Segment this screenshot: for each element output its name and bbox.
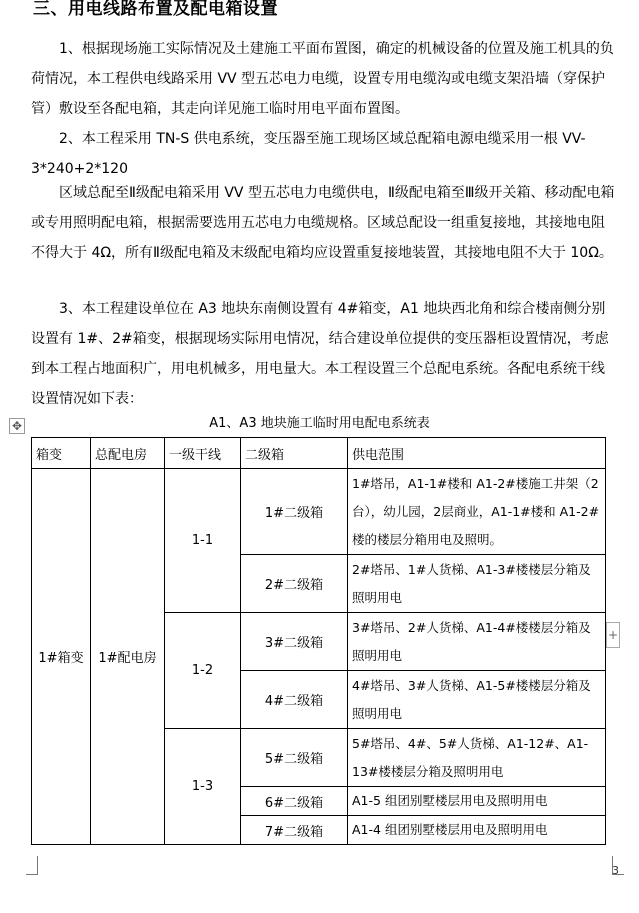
- paragraph-1: 1、根据现场施工实际情况及土建施工平面布置图，确定的机械设备的位置及施工机具的负荷情况，本工程供电线路采用 VV 型五芯电力电缆，设置专用电缆沟或电缆支架沿墙（穿保护管）敷设至各配电箱，其走向详见施工临时用电平面布置图。: [31, 41, 614, 117]
- section-heading: 三、用电线路布置及配电箱设置: [33, 0, 278, 19]
- table-header-row: [32, 438, 606, 469]
- page-corner-mark-left: [26, 856, 38, 875]
- header-supply-scope: 供电范围: [348, 438, 606, 469]
- supply-scope-cell: 4#塔吊、3#人货梯、A1-5#楼楼层分箱及照明用电: [348, 671, 606, 729]
- paragraph-3: 区域总配至Ⅱ级配电箱采用 VV 型五芯电力电缆供电，Ⅱ级配电箱至Ⅲ级开关箱、移动配电箱或专用照明配电箱，根据需要选用五芯电力电缆规格。区域总配设一组重复接地，其接地电阻不得大于 4Ω，所有Ⅱ级配电箱及末级配电箱均应设置重复接地装置，其接地电阻不大于 10Ω。: [31, 185, 615, 261]
- transformer-cell: 1#箱变: [32, 469, 91, 845]
- supply-scope-cell: 3#塔吊、2#人货梯、A1-4#楼楼层分箱及照明用电: [348, 613, 606, 671]
- supply-scope-cell: 1#塔吊，A1-1#楼和 A1-2#楼施工井架（2台），幼儿园，2层商业，A1-1#楼和 A1-2#楼的楼层分箱用电及照明。: [348, 469, 606, 555]
- page-number: 3: [612, 864, 619, 877]
- main-room-cell: 1#配电房: [91, 469, 165, 845]
- supply-scope-cell: A1-5 组团别墅楼层用电及照明用电: [348, 787, 606, 816]
- table-row: [32, 469, 606, 555]
- secondary-box-cell: 4#二级箱: [241, 671, 348, 729]
- supply-scope-cell: 2#塔吊、1#人货梯、A1-3#楼楼层分箱及照明用电: [348, 555, 606, 613]
- header-trunk: 一级干线: [165, 438, 241, 469]
- secondary-box-cell: 5#二级箱: [241, 729, 348, 787]
- distribution-table: [31, 437, 606, 845]
- paragraph-2: 2、本工程采用 TN-S 供电系统，变压器至施工现场区域总配箱电源电缆采用一根 VV-3*240+2*120: [31, 131, 586, 177]
- secondary-box-cell: 6#二级箱: [241, 787, 348, 816]
- table-caption: A1、A3 地块施工临时用电配电系统表: [209, 416, 430, 431]
- trunk-cell: 1-2: [165, 613, 241, 729]
- header-transformer: 箱变: [32, 438, 91, 469]
- secondary-box-cell: 3#二级箱: [241, 613, 348, 671]
- trunk-cell: 1-1: [165, 469, 241, 613]
- trunk-cell: 1-3: [165, 729, 241, 845]
- supply-scope-cell: A1-4 组团别墅楼层用电及照明用电: [348, 816, 606, 845]
- header-secondary-box: 二级箱: [241, 438, 348, 469]
- add-row-plus-icon[interactable]: +: [606, 622, 620, 648]
- paragraph-4: 3、本工程建设单位在 A3 地块东南侧设置有 4#箱变，A1 地块西北角和综合楼南侧分别设置有 1#、2#箱变，根据现场实际用电情况，结合建设单位提供的变压器柜设置情况，考虑到本工程占地面积广，用电机械多，用电量大。本工程设置三个总配电系统。各配电系统干线设置情况如下表：: [31, 301, 609, 407]
- header-main-room: 总配电房: [91, 438, 165, 469]
- secondary-box-cell: 1#二级箱: [241, 469, 348, 555]
- supply-scope-cell: 5#塔吊、4#、5#人货梯、A1-12#、A1-13#楼楼层分箱及照明用电: [348, 729, 606, 787]
- secondary-box-cell: 7#二级箱: [241, 816, 348, 845]
- table-move-icon[interactable]: ✥: [9, 418, 25, 434]
- secondary-box-cell: 2#二级箱: [241, 555, 348, 613]
